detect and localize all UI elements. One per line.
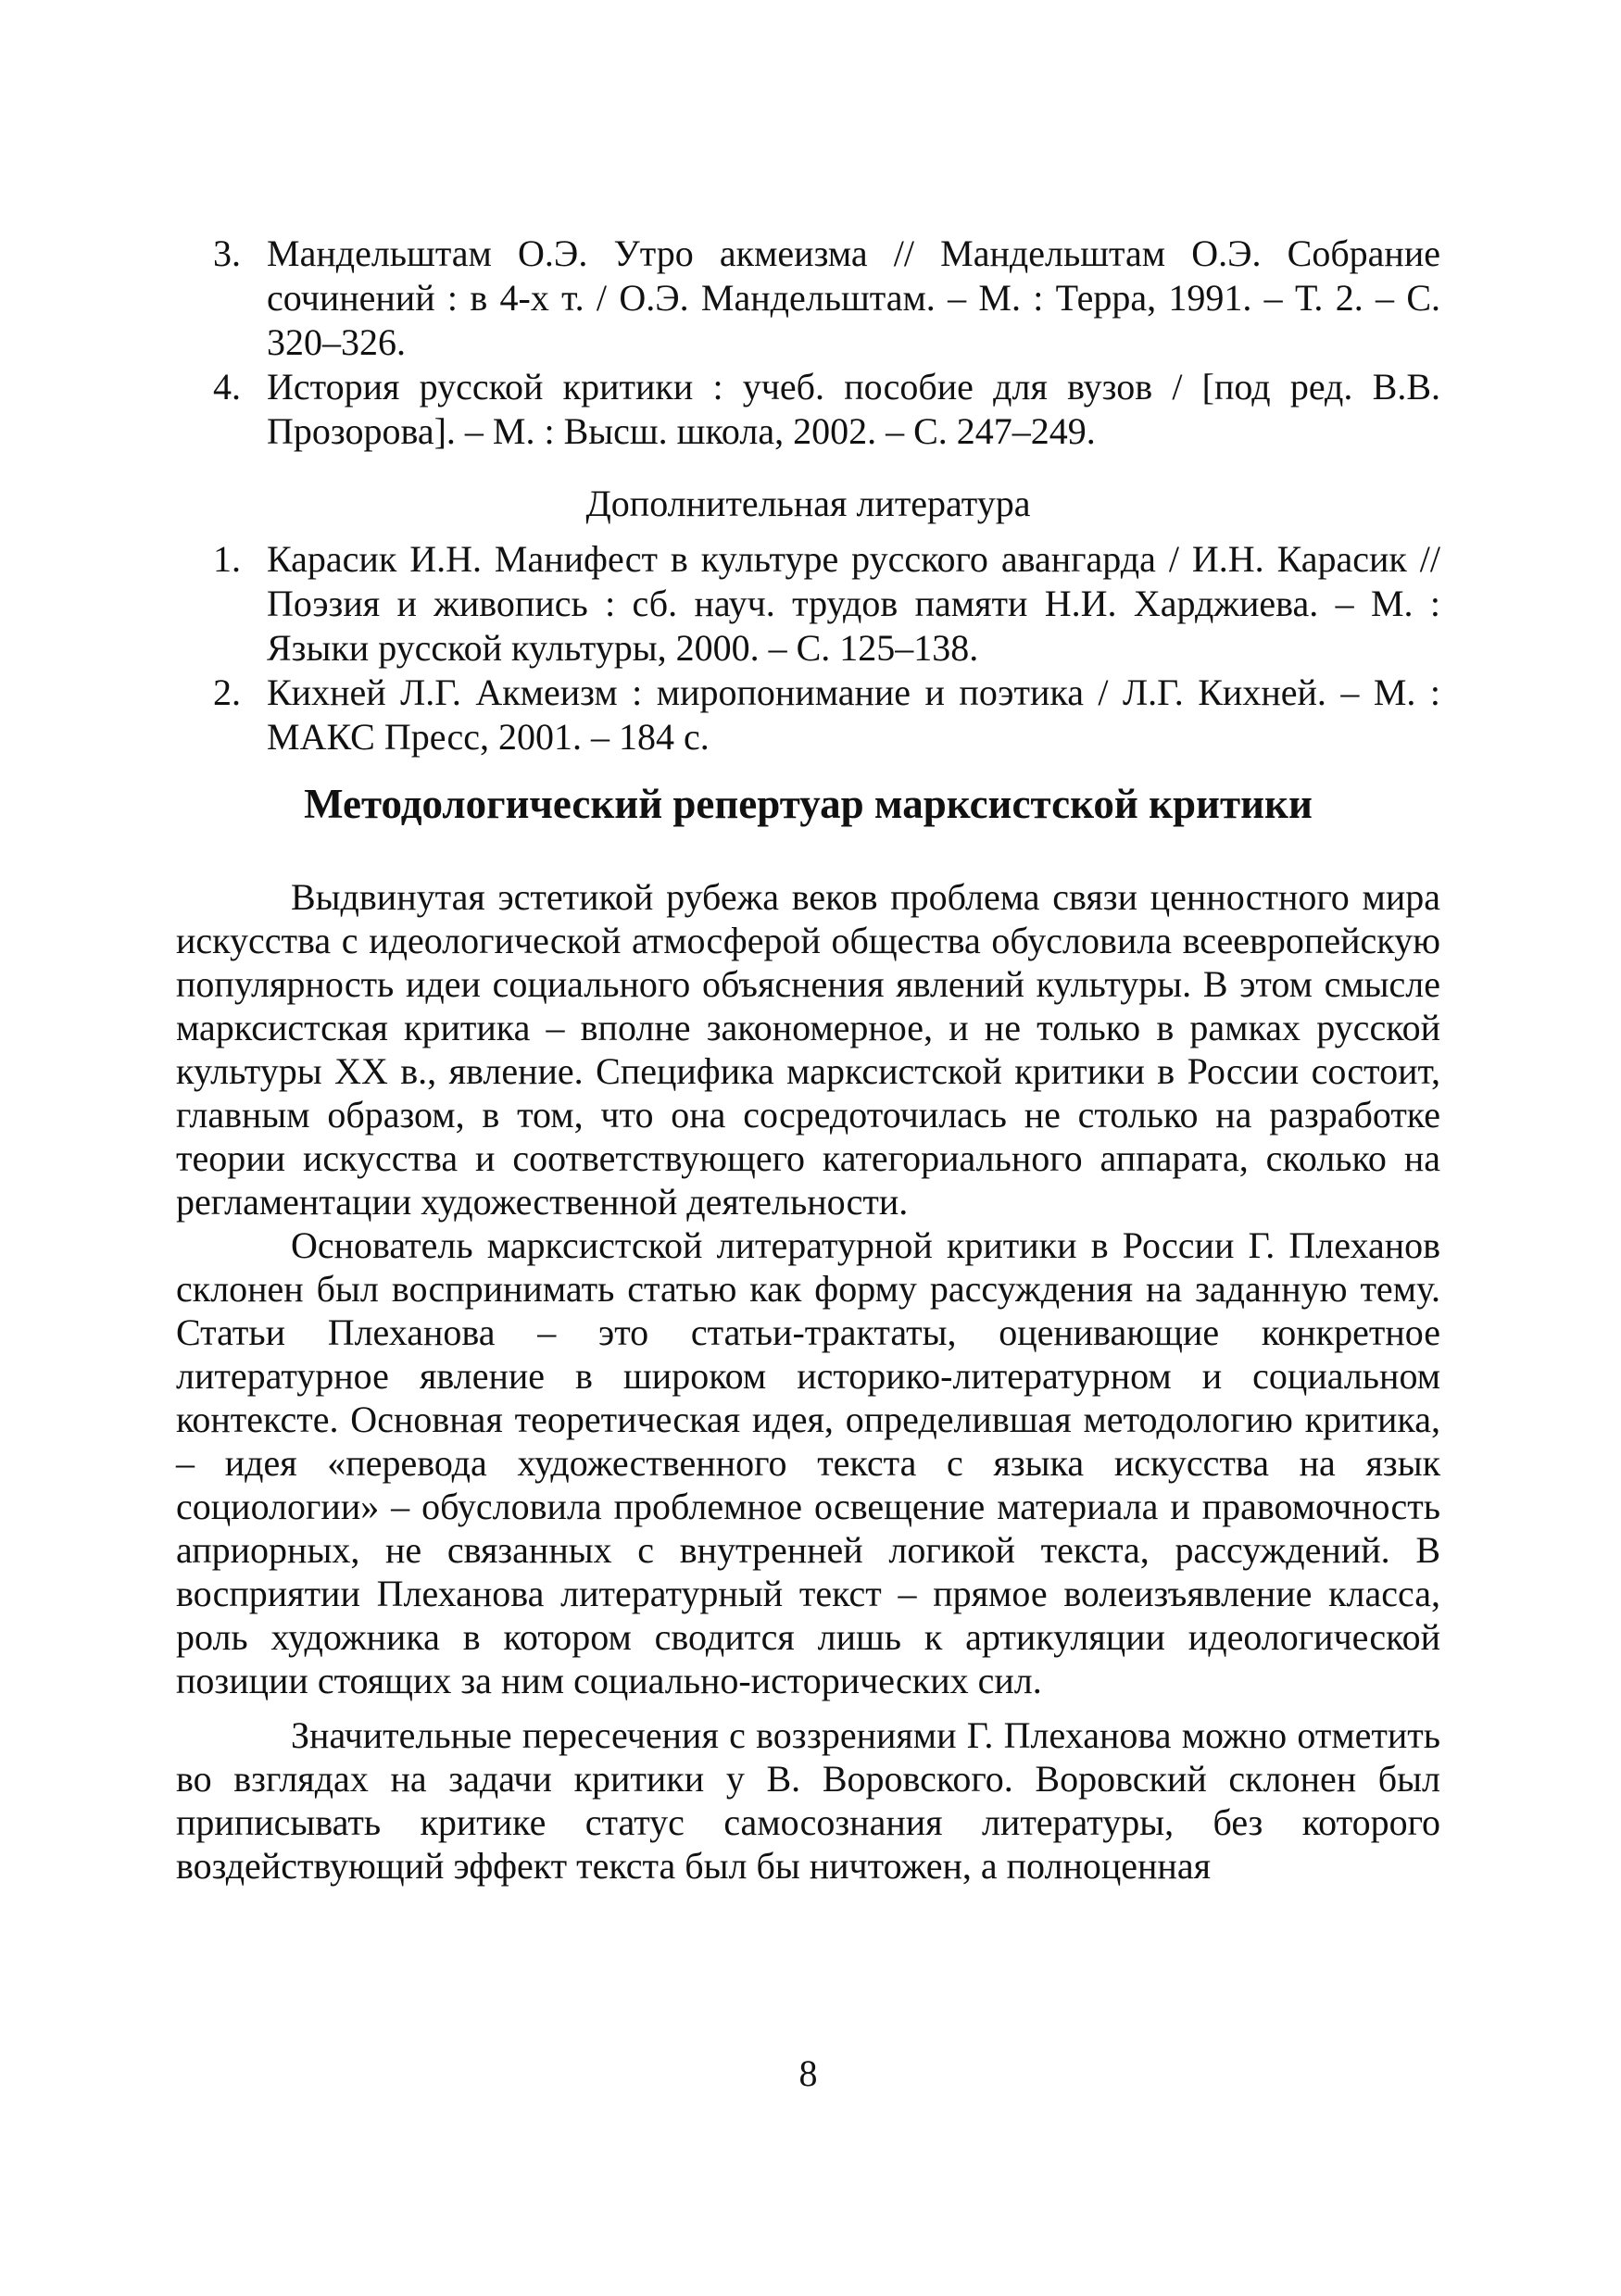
main-reference-list <box>176 232 1440 454</box>
paragraph: Выдвинутая эстетикой рубежа веков проблема связи ценностного мира искусства с идеологической атмосферой общества обусловила всеевропейскую популярность идеи социального объяснения явлений культуры. В этом смысле марксистская критика – вполне закономерное, и не только в рамках русской культуры XX в., явление. Специфика марксистской критики в России состоит, главным образом, в том, что она сосредоточилась не столько на разработке теории искусства и соответствующего категориального аппарата, сколько на регламентации художественной деятельности. <box>176 876 1440 1223</box>
paragraph: Основатель марксистской литературной критики в России Г. Плеханов склонен был воспринимать статью как форму рассуждения на заданную тему. Статьи Плеханова – это статьи-трактаты, оценивающие конкретное литературное явление в широком историко-литературном и социальном контексте. Основная теоретическая идея, определившая методологию критика, – идея «перевода художественного текста с языка искусства на язык социологии» – обусловила проблемное освещение материала и правомочность априорных, не связанных с внутренней логикой текста, рассуждений. В восприятии Плеханова литературный текст – прямое волеизъявление класса, роль художника в котором сводится лишь к артикуляции идеологической позиции стоящих за ним социально-исторических сил. <box>176 1224 1440 1701</box>
reference-item <box>176 232 1440 365</box>
reference-number: 4. <box>213 366 241 408</box>
section-title: Методологический репертуар марксистской критики <box>304 781 1313 827</box>
reference-number: 1. <box>213 538 241 580</box>
reference-item <box>176 365 1440 454</box>
additional-reference-list <box>176 537 1440 759</box>
reference-number: 3. <box>213 232 241 274</box>
paragraph: Значительные пересечения с воззрениями Г. Плеханова можно отметить во взглядах на задачи критики у В. Воровского. Воровский склонен был приписывать критике статус самосознания литературы, без которого воздействующий эффект текста был бы ничтожен, а полноценная <box>176 1714 1440 1887</box>
page-number: 8 <box>798 2052 818 2094</box>
reference-item <box>176 671 1440 759</box>
reference-number: 2. <box>213 671 241 713</box>
reference-text: Кихней Л.Г. Акмеизм : миропонимание и поэтика / Л.Г. Кихней. – М. : МАКС Пресс, 2001. – 184 с. <box>267 671 1440 758</box>
reference-text: История русской критики : учеб. пособие для вузов / [под ред. В.В. Прозорова]. – М. : Высш. школа, 2002. – С. 247–249. <box>267 366 1440 452</box>
body-text <box>176 875 1440 1888</box>
additional-literature-heading: Дополнительная литература <box>585 483 1031 524</box>
reference-item <box>176 537 1440 671</box>
reference-text: Мандельштам О.Э. Утро акмеизма // Мандельштам О.Э. Собрание сочинений : в 4-х т. / О.Э. Мандельштам. – М. : Терра, 1991. – Т. 2. – С. 320–326. <box>267 232 1440 363</box>
reference-text: Карасик И.Н. Манифест в культуре русского авангарда / И.Н. Карасик // Поэзия и живопись : сб. науч. трудов памяти Н.И. Харджиева. – М. : Языки русской культуры, 2000. – С. 125–138. <box>267 538 1440 669</box>
